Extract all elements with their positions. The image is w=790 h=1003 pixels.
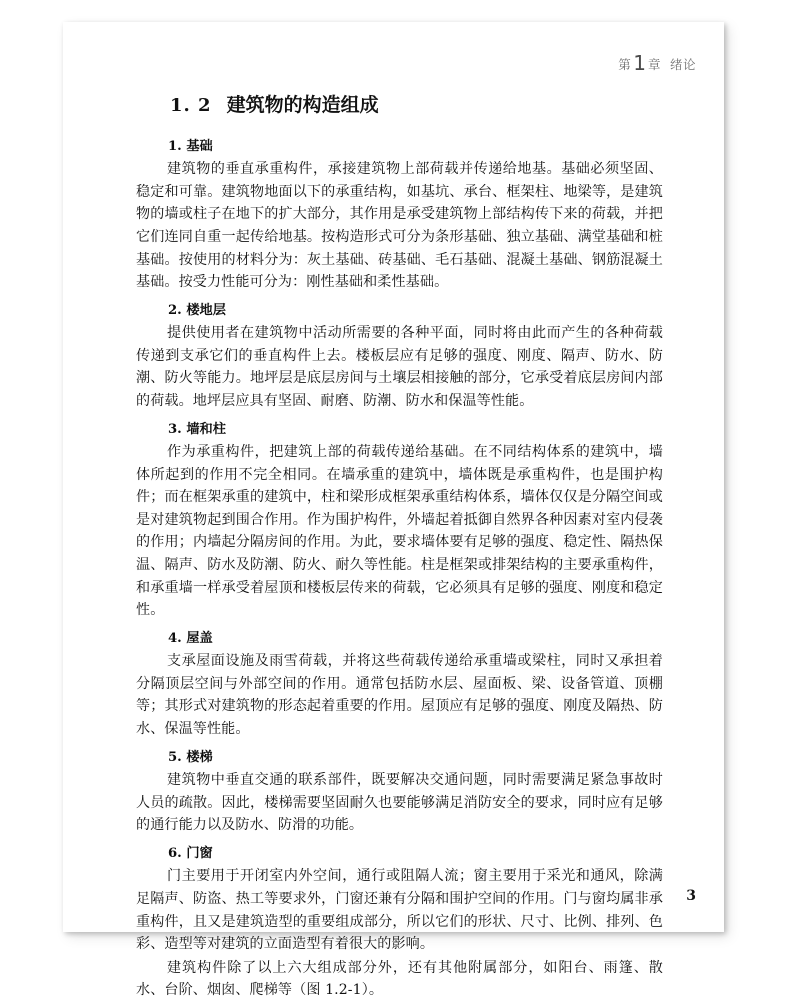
content-block — [136, 844, 663, 1002]
running-head-chapter-title: 绪论 — [669, 57, 696, 72]
subsection-number: 4. — [168, 630, 182, 646]
running-head-chapter-suffix: 章 — [647, 57, 661, 72]
content-blocks — [136, 137, 663, 1002]
subsection-heading — [136, 420, 663, 440]
subsection-heading — [136, 301, 663, 321]
subsection-number: 3. — [168, 421, 182, 437]
page-sheet — [63, 22, 724, 999]
subsection-heading — [136, 844, 663, 864]
running-head-chapter-number: 1 — [633, 51, 646, 75]
running-head — [618, 50, 696, 76]
section-number: 1. 2 — [170, 95, 212, 116]
subsection-title: 门窗 — [186, 845, 213, 861]
subsection-title: 屋盖 — [186, 630, 213, 646]
section-title: 建筑物的构造组成 — [226, 94, 379, 116]
content-block — [136, 748, 663, 837]
body-paragraph: 建筑构件除了以上六大组成部分外，还有其他附属部分，如阳台、雨篷、散水、台阶、烟囱、爬梯等（图 1.2-1）。 — [136, 959, 663, 999]
page-number: 3 — [686, 888, 696, 904]
subsection-number: 2. — [168, 302, 182, 318]
body-paragraph: 作为承重构件，把建筑上部的荷载传递给基础。在不同结构体系的建筑中，墙体所起到的作用不完全相同。在墙承重的建筑中，墙体既是承重构件，也是围护构件；而在框架承重的建筑中，柱和梁形成框架承重结构体系，墙体仅仅是分隔空间或是对建筑物起到围合作用。作为围护构件，外墙起着抵御自然界各种因素对室内侵袭的作用；内墙起分隔房间的作用。为此，要求墙体要有足够的强度、稳定性、隔热保温、隔声、防水及防潮、防火、耐久等性能。柱是框架或排架结构的主要承重构件，和承重墙一样承受着屋顶和楼板层传来的荷载，它必须具有足够的强度、刚度和稳定性。 — [136, 444, 663, 619]
subsection-heading — [136, 748, 663, 768]
body-paragraph: 支承屋面设施及雨雪荷载，并将这些荷载传递给承重墙或梁柱，同时又承担着分隔顶层空间与外部空间的作用。通常包括防水层、屋面板、梁、设备管道、顶棚等；其形式对建筑物的形态起着重要的作用。屋顶应有足够的强度、刚度及隔热、防水、保温等性能。 — [136, 653, 663, 738]
subsection-title: 楼梯 — [186, 749, 213, 765]
body-paragraph: 建筑物的垂直承重构件，承接建筑物上部荷载并传递给地基。基础必须坚固、稳定和可靠。建筑物地面以下的承重结构，如基坑、承台、框架柱、地梁等，是建筑物的墙或柱子在地下的扩大部分，其作用是承受建筑物上部结构传下来的荷载，并把它们连同自重一起传给地基。按构造形式可分为条形基础、独立基础、满堂基础和桩基础。按使用的材料分为：灰土基础、砖基础、毛石基础、混凝土基础、钢筋混凝土基础。按受力性能可分为：刚性基础和柔性基础。 — [136, 161, 663, 291]
subsection-heading — [136, 629, 663, 649]
content-block — [136, 629, 663, 741]
running-head-chapter-prefix: 第 — [618, 57, 632, 72]
body-paragraph: 建筑物中垂直交通的联系部件，既要解决交通问题，同时需要满足紧急事故时人员的疏散。因此，楼梯需要坚固耐久也要能够满足消防安全的要求，同时应有足够的通行能力以及防水、防滑的功能。 — [136, 772, 663, 834]
content-block — [136, 301, 663, 413]
subsection-title: 墙和柱 — [186, 421, 226, 437]
subsection-number: 5. — [168, 749, 182, 765]
subsection-number: 6. — [168, 845, 182, 861]
section-heading — [136, 94, 663, 117]
body-paragraph: 提供使用者在建筑物中活动所需要的各种平面，同时将由此而产生的各种荷载传递到支承它们的垂直构件上去。楼板层应有足够的强度、刚度、隔声、防水、防潮、防火等能力。地坪层是底层房间与土壤层相接触的部分，它承受着底层房间内部的荷载。地坪层应具有坚固、耐磨、防潮、防水和保温等性能。 — [136, 325, 663, 410]
content-block — [136, 137, 663, 294]
content-block — [136, 420, 663, 622]
text-column — [136, 94, 663, 1003]
body-paragraph: 门主要用于开闭室内外空间，通行或阻隔人流；窗主要用于采光和通风，除满足隔声、防盗、热工等要求外，门窗还兼有分隔和围护空间的作用。门与窗均属非承重构件，且又是建筑造型的重要组成部分，所以它们的形状、尺寸、比例、排列、色彩、造型等对建筑的立面造型有着很大的影响。 — [136, 868, 663, 953]
subsection-title: 基础 — [186, 138, 213, 154]
subsection-title: 楼地层 — [186, 302, 226, 318]
subsection-heading — [136, 137, 663, 157]
subsection-number: 1. — [168, 138, 182, 154]
